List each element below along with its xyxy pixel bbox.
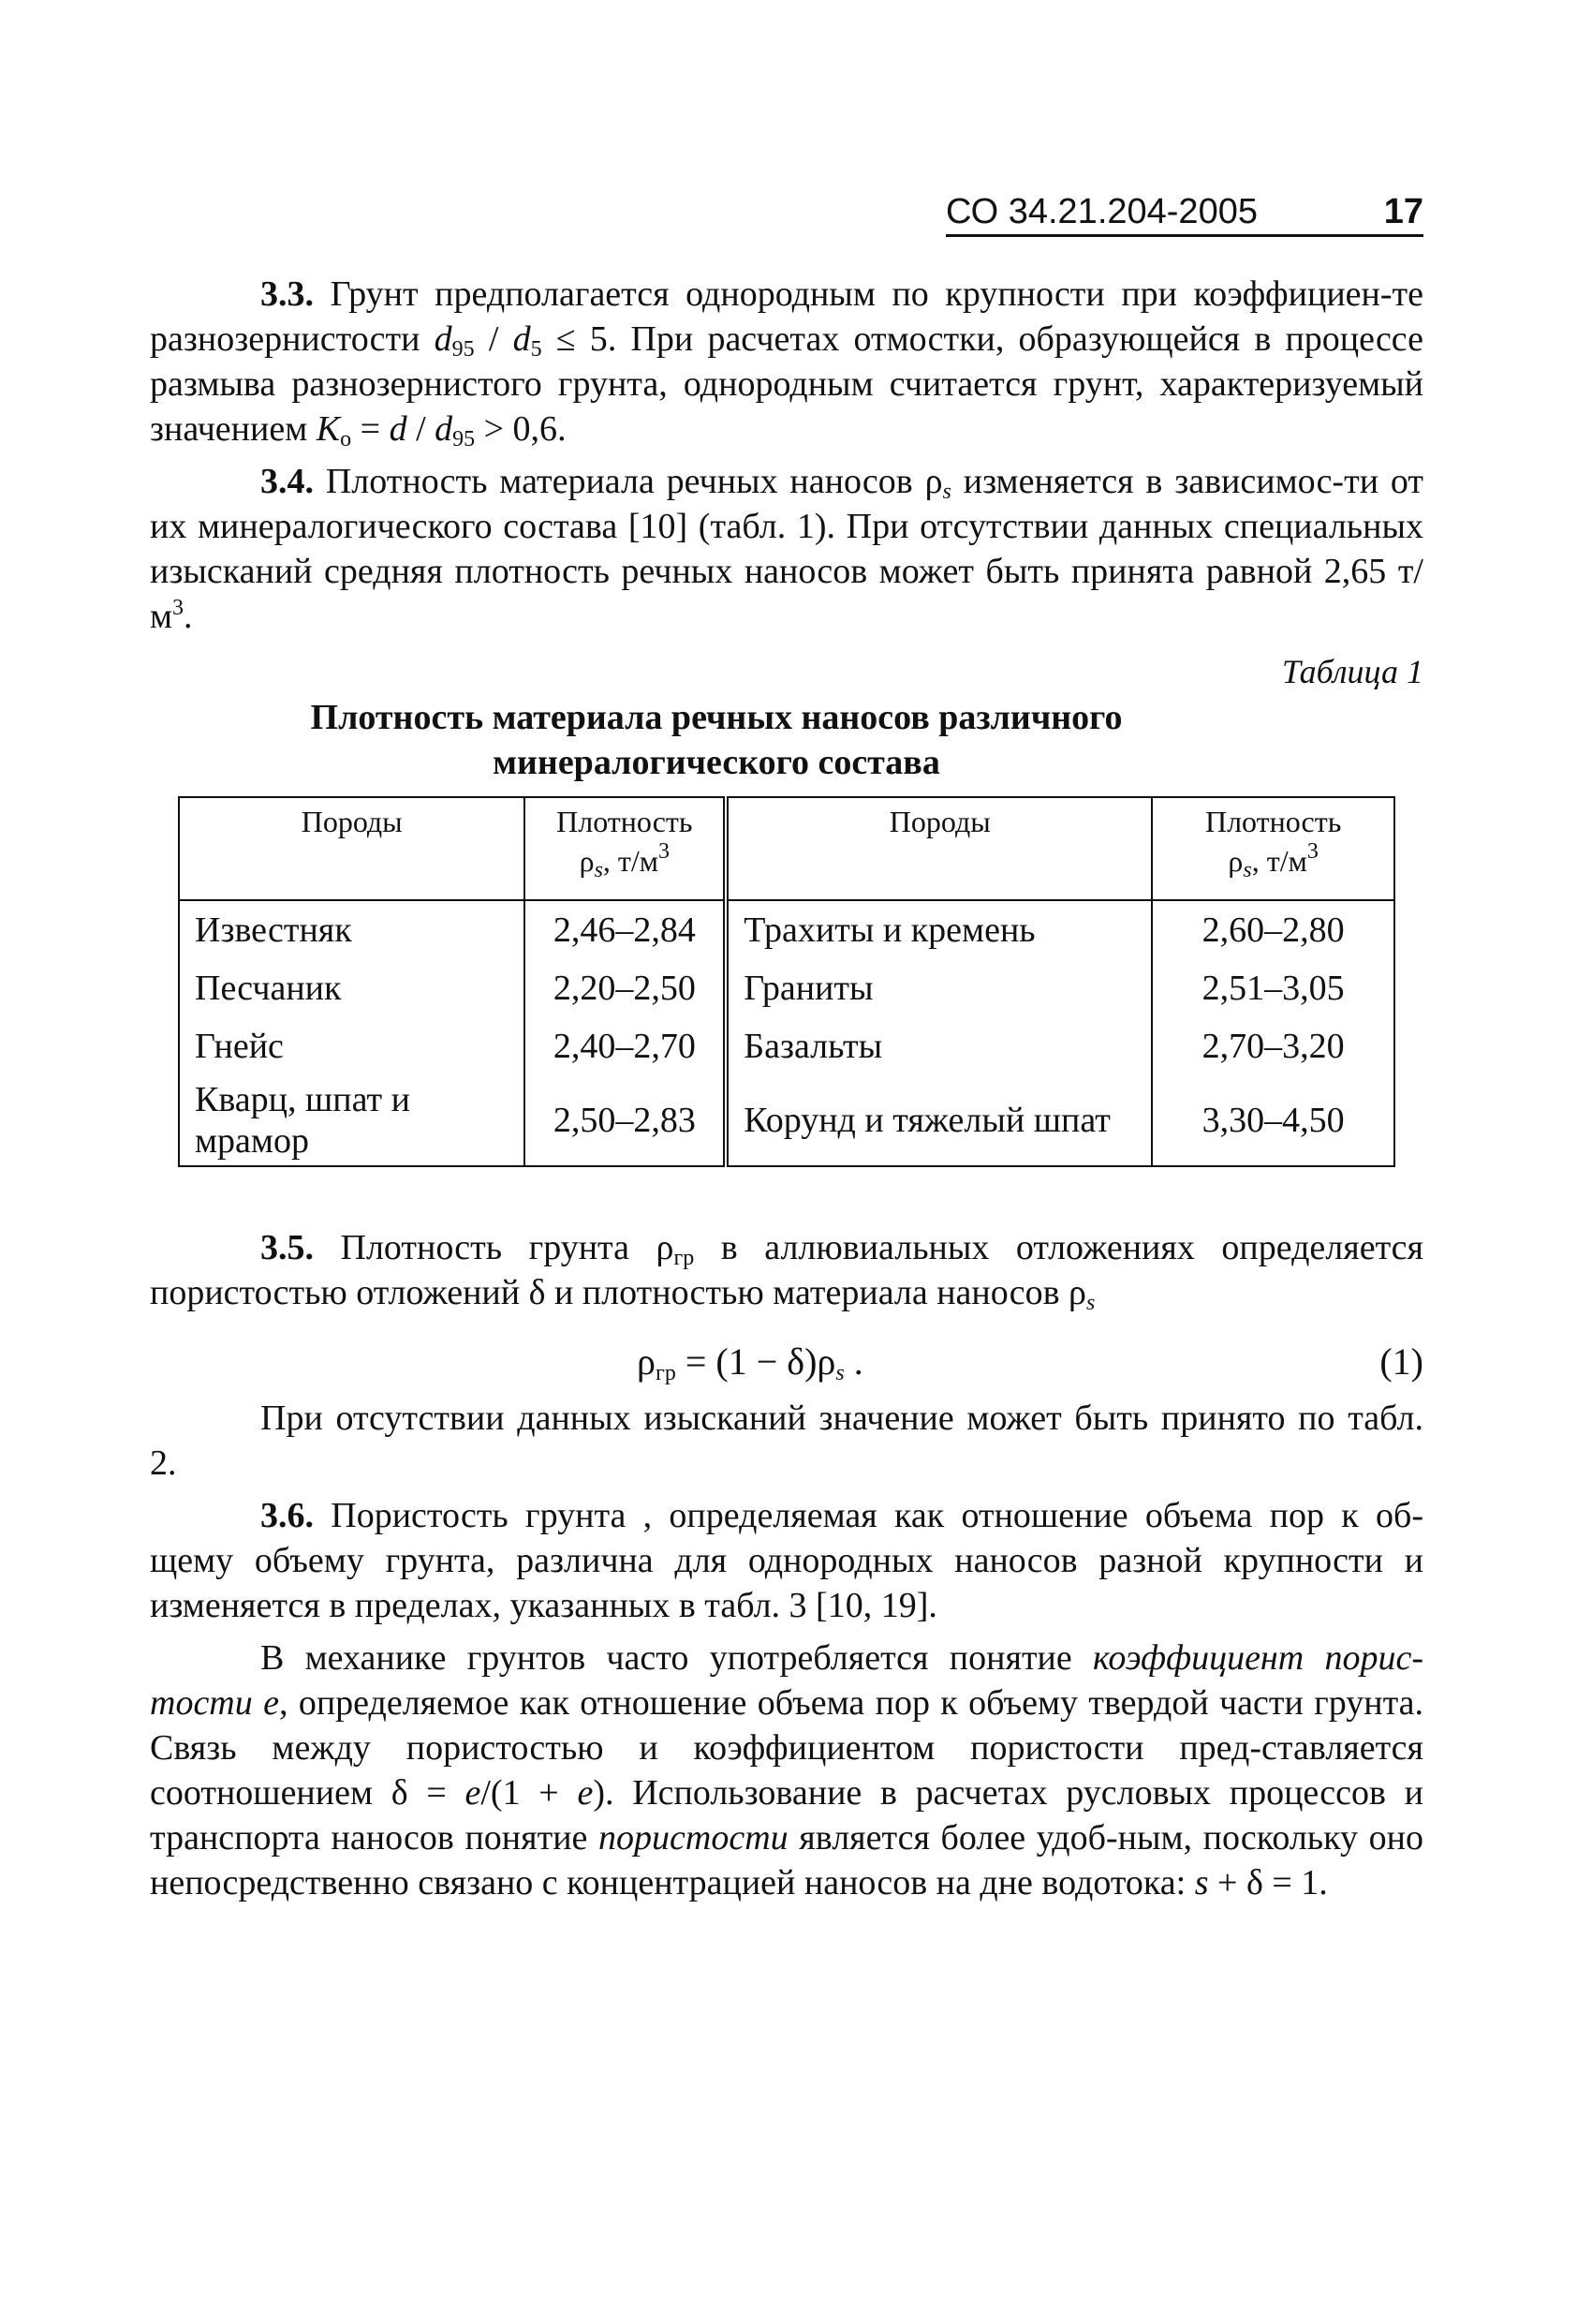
formula-inline: $d_{95} / d_5 \le 5$	[434, 319, 608, 362]
clause-number: 3.4.	[260, 462, 314, 501]
paragraph-3-4: 3.4. Плотность материала речных наносов $\rho_s$ изменяется в зависимос-ти от их минералогического состава [10] (табл. 1). При отсутствии данных специальных изысканий средняя плотность речных наносов может быть принята равной 2,65 $т/м^3$.	[150, 462, 1423, 636]
clause-number: 3.5.	[260, 1228, 314, 1267]
paragraph-3-5: 3.5. Плотность грунта $\rho_{гр}$ в аллювиальных отложениях определяется пористостью отложений δ и плотностью материала наносов $\rho_s$	[150, 1228, 1423, 1315]
header-density: Плотность $\rho_s$, $т/м^3$	[524, 797, 726, 900]
table-title: Плотность материала речных наносов различного минералогического состава	[310, 698, 1123, 782]
table-header-row	[179, 797, 1394, 900]
formula-1	[150, 1328, 1423, 1396]
density-value: 2,51–3,05	[1152, 959, 1394, 1017]
term-porosity-coefficient: коэффициент порис-тости	[150, 1638, 1424, 1723]
rho-s-symbol: $\rho_s$	[924, 462, 951, 504]
rock-name: Кварц, шпат и мрамор	[179, 1075, 524, 1166]
density-value: 3,30–4,50	[1152, 1075, 1394, 1166]
header-rocks: Породы	[179, 797, 524, 900]
clause-number: 3.6.	[260, 1496, 314, 1535]
density-table	[178, 796, 1395, 1167]
paragraph-porosity-coefficient: В механике грунтов часто употребляется понятие коэффициент порис-тости e, определяемое как отношение объема пор к объему твердой части грунта. Связь между пористостью и коэффициентом пористости пред-ставляется соотношением δ = e/(1 + e). Использование в расчетах русловых процессов и транспорта наносов понятие пористости является более удоб-ным, поскольку оно непосредственно связано с концентрацией наносов на дне водотока: s + δ = 1.	[150, 1638, 1424, 1902]
rock-name: Трахиты и кремень	[726, 900, 1152, 959]
term-porosity: пористости	[598, 1818, 789, 1858]
formula-inline: s + δ = 1.	[1194, 1863, 1328, 1902]
table-row	[179, 900, 1394, 959]
table-caption: Таблица 1	[1281, 653, 1423, 690]
rho-s-symbol: $\rho_s$	[1069, 1273, 1096, 1315]
density-value: 2,20–2,50	[524, 959, 726, 1017]
paragraph-3-6: 3.6. Пористость грунта , определяемая как отношение объема пор к об-щему объему грунта, различна для однородных наносов разной крупности и изменяется в пределах, указанных в табл. 3 [10, 19].	[150, 1496, 1423, 1625]
table-row	[179, 1075, 1394, 1166]
clause-number: 3.3.	[260, 274, 314, 314]
rock-name: Корунд и тяжелый шпат	[726, 1075, 1152, 1166]
table-row	[179, 1017, 1394, 1075]
page-header	[946, 192, 1423, 237]
density-value: 2,50–2,83	[524, 1075, 726, 1166]
formula-inline: δ = e/(1 + e)	[391, 1773, 605, 1813]
header-density: Плотность $\rho_s$, $т/м^3$	[1152, 797, 1394, 900]
rock-name: Песчаник	[179, 959, 524, 1017]
rock-name: Граниты	[726, 959, 1152, 1017]
paragraph-3-3: 3.3. Грунт предполагается однородным по крупности при коэффициен-те разнозернистости $d_{95} / d_5 \le 5$. При расчетах отмостки, образующейся в процессе размыва разнозернистого грунта, однородным считается грунт, характеризуемый значением $K_о = d / d_{95} > 0,6$.	[150, 274, 1424, 451]
rock-name: Базальты	[726, 1017, 1152, 1075]
rock-name: Гнейс	[179, 1017, 524, 1075]
formula-expression: $\rho_{гр} = (1 - \delta)\rho_s$ .	[637, 1340, 863, 1385]
rho-gr-symbol: $\rho_{гр}$	[656, 1228, 695, 1270]
document-code: СО 34.21.204-2005	[946, 192, 1258, 231]
density-value: 2,40–2,70	[524, 1017, 726, 1075]
density-value: 2,70–3,20	[1152, 1017, 1394, 1075]
formula-number: (1)	[1379, 1340, 1423, 1383]
delta-symbol: δ	[528, 1273, 546, 1312]
paragraph-3-5-note: При отсутствии данных изысканий значение может быть принято по табл. 2.	[150, 1399, 1423, 1483]
header-rocks: Породы	[726, 797, 1152, 900]
density-value: 2,60–2,80	[1152, 900, 1394, 959]
rock-name: Известняк	[179, 900, 524, 959]
density-value: 2,46–2,84	[524, 900, 726, 959]
table-row	[179, 959, 1394, 1017]
page-number: 17	[1383, 192, 1423, 231]
formula-inline: $K_о = d / d_{95} > 0,6$	[316, 409, 558, 451]
page-body	[150, 272, 1423, 1905]
